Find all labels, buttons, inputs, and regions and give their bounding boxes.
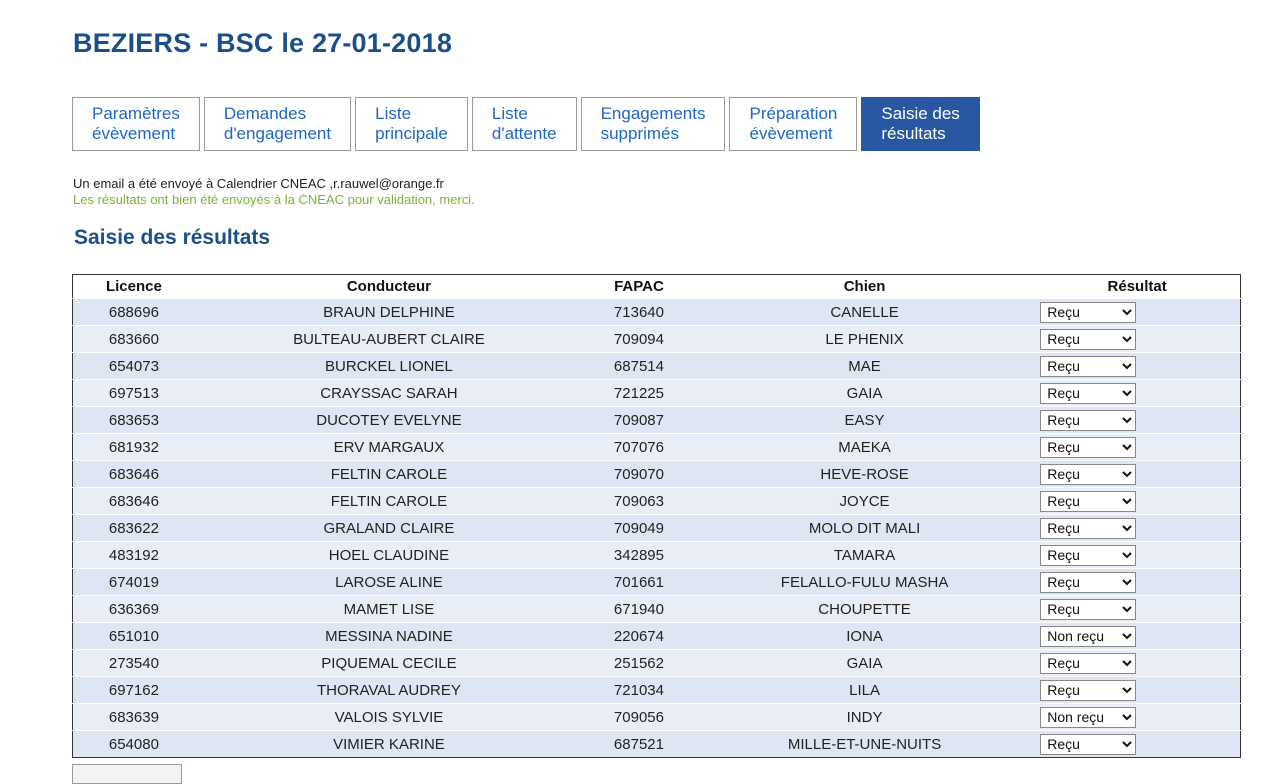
tab-label-line1: Saisie des [881, 104, 960, 123]
tab-label-line2: principale [375, 124, 448, 143]
tab-parametres-evenement[interactable] [72, 97, 200, 151]
cell-resultat [1034, 596, 1240, 623]
cell-conducteur: CRAYSSAC SARAH [195, 380, 583, 407]
cell-licence: 654080 [73, 731, 195, 758]
cell-licence: 683639 [73, 704, 195, 731]
table-row [73, 515, 1241, 542]
cell-resultat [1034, 326, 1240, 353]
cell-resultat [1034, 299, 1240, 326]
cell-chien: MOLO DIT MALI [695, 515, 1034, 542]
cell-conducteur: VIMIER KARINE [195, 731, 583, 758]
result-select[interactable] [1040, 383, 1136, 404]
cell-resultat [1034, 569, 1240, 596]
result-select[interactable] [1040, 518, 1136, 539]
cell-licence: 654073 [73, 353, 195, 380]
tab-label-line1: Paramètres [92, 104, 180, 123]
cell-licence: 483192 [73, 542, 195, 569]
cell-conducteur: BURCKEL LIONEL [195, 353, 583, 380]
result-select[interactable] [1040, 491, 1136, 512]
cell-conducteur: MAMET LISE [195, 596, 583, 623]
email-sent-message: Un email a été envoyé à Calendrier CNEAC ,r.rauwel@orange.fr [73, 176, 444, 191]
cell-conducteur: THORAVAL AUDREY [195, 677, 583, 704]
cell-fapac: 713640 [583, 299, 695, 326]
result-select[interactable] [1040, 572, 1136, 593]
tab-liste-attente[interactable] [472, 97, 577, 151]
cell-resultat [1034, 542, 1240, 569]
tab-preparation-evenement[interactable] [729, 97, 857, 151]
result-select[interactable] [1040, 707, 1136, 728]
cell-conducteur: BRAUN DELPHINE [195, 299, 583, 326]
cell-chien: HEVE-ROSE [695, 461, 1034, 488]
cell-chien: MILLE-ET-UNE-NUITS [695, 731, 1034, 758]
table-row [73, 704, 1241, 731]
cell-conducteur: FELTIN CAROLE [195, 461, 583, 488]
table-row [73, 569, 1241, 596]
cell-fapac: 687521 [583, 731, 695, 758]
cell-licence: 683622 [73, 515, 195, 542]
cell-chien: GAIA [695, 380, 1034, 407]
cell-conducteur: LAROSE ALINE [195, 569, 583, 596]
cell-licence: 697162 [73, 677, 195, 704]
cell-chien: CHOUPETTE [695, 596, 1034, 623]
result-select[interactable] [1040, 410, 1136, 431]
cell-fapac: 251562 [583, 650, 695, 677]
cell-licence: 683646 [73, 461, 195, 488]
cell-licence: 636369 [73, 596, 195, 623]
table-row [73, 650, 1241, 677]
cell-fapac: 701661 [583, 569, 695, 596]
cell-chien: IONA [695, 623, 1034, 650]
result-select[interactable] [1040, 545, 1136, 566]
cell-conducteur: BULTEAU-AUBERT CLAIRE [195, 326, 583, 353]
result-select[interactable] [1040, 356, 1136, 377]
cell-chien: LE PHENIX [695, 326, 1034, 353]
table-header-row [73, 275, 1241, 299]
cell-chien: GAIA [695, 650, 1034, 677]
cell-licence: 651010 [73, 623, 195, 650]
tab-label-line1: Demandes [223, 104, 307, 123]
cell-fapac: 220674 [583, 623, 695, 650]
table-row [73, 542, 1241, 569]
cell-fapac: 709063 [583, 488, 695, 515]
header-conducteur: Conducteur [195, 275, 583, 299]
cell-fapac: 721225 [583, 380, 695, 407]
cell-fapac: 709070 [583, 461, 695, 488]
results-body [73, 299, 1241, 758]
cell-fapac: 342895 [583, 542, 695, 569]
cell-chien: JOYCE [695, 488, 1034, 515]
tab-label-line1: Préparation [749, 104, 838, 123]
result-select[interactable] [1040, 329, 1136, 350]
result-select[interactable] [1040, 302, 1136, 323]
cell-conducteur: FELTIN CAROLE [195, 488, 583, 515]
cell-chien: TAMARA [695, 542, 1034, 569]
result-select[interactable] [1040, 653, 1136, 674]
table-row [73, 488, 1241, 515]
cell-chien: CANELLE [695, 299, 1034, 326]
page-title: BEZIERS - BSC le 27-01-2018 [73, 28, 453, 58]
cell-licence: 683653 [73, 407, 195, 434]
header-resultat: Résultat [1034, 275, 1240, 299]
cell-resultat [1034, 731, 1240, 758]
cell-chien: LILA [695, 677, 1034, 704]
cell-resultat [1034, 623, 1240, 650]
cell-licence: 674019 [73, 569, 195, 596]
cell-fapac: 709056 [583, 704, 695, 731]
cell-resultat [1034, 488, 1240, 515]
cell-resultat [1034, 650, 1240, 677]
cell-fapac: 707076 [583, 434, 695, 461]
tab-label-line2: d'attente [491, 124, 557, 143]
table-row [73, 299, 1241, 326]
cell-resultat [1034, 380, 1240, 407]
cell-conducteur: PIQUEMAL CECILE [195, 650, 583, 677]
cell-conducteur: MESSINA NADINE [195, 623, 583, 650]
tab-label-line2: d'engagement [223, 124, 332, 143]
cell-conducteur: VALOIS SYLVIE [195, 704, 583, 731]
cell-conducteur: GRALAND CLAIRE [195, 515, 583, 542]
cell-chien: EASY [695, 407, 1034, 434]
cell-licence: 683660 [73, 326, 195, 353]
cell-chien: INDY [695, 704, 1034, 731]
cell-conducteur: DUCOTEY EVELYNE [195, 407, 583, 434]
tab-label-line1: Liste [491, 104, 528, 123]
header-fapac: FAPAC [583, 275, 695, 299]
cell-conducteur: ERV MARGAUX [195, 434, 583, 461]
result-select[interactable] [1040, 680, 1136, 701]
result-select[interactable] [1040, 599, 1136, 620]
tab-label-line2: évèvement [92, 124, 176, 143]
cell-chien: MAE [695, 353, 1034, 380]
cell-resultat [1034, 407, 1240, 434]
table-row [73, 326, 1241, 353]
cell-licence: 683646 [73, 488, 195, 515]
cell-fapac: 709087 [583, 407, 695, 434]
cell-licence: 681932 [73, 434, 195, 461]
success-message: Les résultats ont bien été envoyés à la CNEAC pour validation, merci. [73, 192, 475, 207]
header-chien: Chien [695, 275, 1034, 299]
cell-chien: FELALLO-FULU MASHA [695, 569, 1034, 596]
tab-label-line2: résultats [881, 124, 946, 143]
tab-demandes-engagement[interactable] [204, 97, 351, 151]
table-row [73, 353, 1241, 380]
result-select[interactable] [1040, 734, 1136, 755]
cell-licence: 697513 [73, 380, 195, 407]
table-row [73, 731, 1241, 758]
table-row [73, 677, 1241, 704]
cell-fapac: 671940 [583, 596, 695, 623]
result-select[interactable] [1040, 437, 1136, 458]
cell-resultat [1034, 434, 1240, 461]
tab-saisie-resultats[interactable] [861, 97, 979, 151]
results-table [72, 274, 1241, 758]
cell-licence: 273540 [73, 650, 195, 677]
tab-liste-principale[interactable] [355, 97, 468, 151]
cell-conducteur: HOEL CLAUDINE [195, 542, 583, 569]
section-title: Saisie des résultats [74, 226, 271, 249]
tab-label-line2: supprimés [600, 124, 679, 143]
cell-licence: 688696 [73, 299, 195, 326]
cell-resultat [1034, 704, 1240, 731]
cell-resultat [1034, 677, 1240, 704]
tab-bar [72, 97, 980, 151]
cell-resultat [1034, 353, 1240, 380]
tab-label-line2: évèvement [749, 124, 833, 143]
table-row [73, 461, 1241, 488]
cell-fapac: 709049 [583, 515, 695, 542]
tab-engagements-supprimes[interactable] [581, 97, 726, 151]
result-select[interactable] [1040, 464, 1136, 485]
table-row [73, 596, 1241, 623]
cell-fapac: 709094 [583, 326, 695, 353]
cell-resultat [1034, 461, 1240, 488]
header-licence: Licence [73, 275, 195, 299]
tab-label-line1: Liste [375, 104, 412, 123]
table-row [73, 407, 1241, 434]
table-row [73, 623, 1241, 650]
cell-chien: MAEKA [695, 434, 1034, 461]
table-row [73, 434, 1241, 461]
table-row [73, 380, 1241, 407]
tab-label-line1: Engagements [600, 104, 706, 123]
cell-fapac: 687514 [583, 353, 695, 380]
result-select[interactable] [1040, 626, 1136, 647]
cell-fapac: 721034 [583, 677, 695, 704]
submit-button[interactable] [72, 764, 182, 784]
cell-resultat [1034, 515, 1240, 542]
